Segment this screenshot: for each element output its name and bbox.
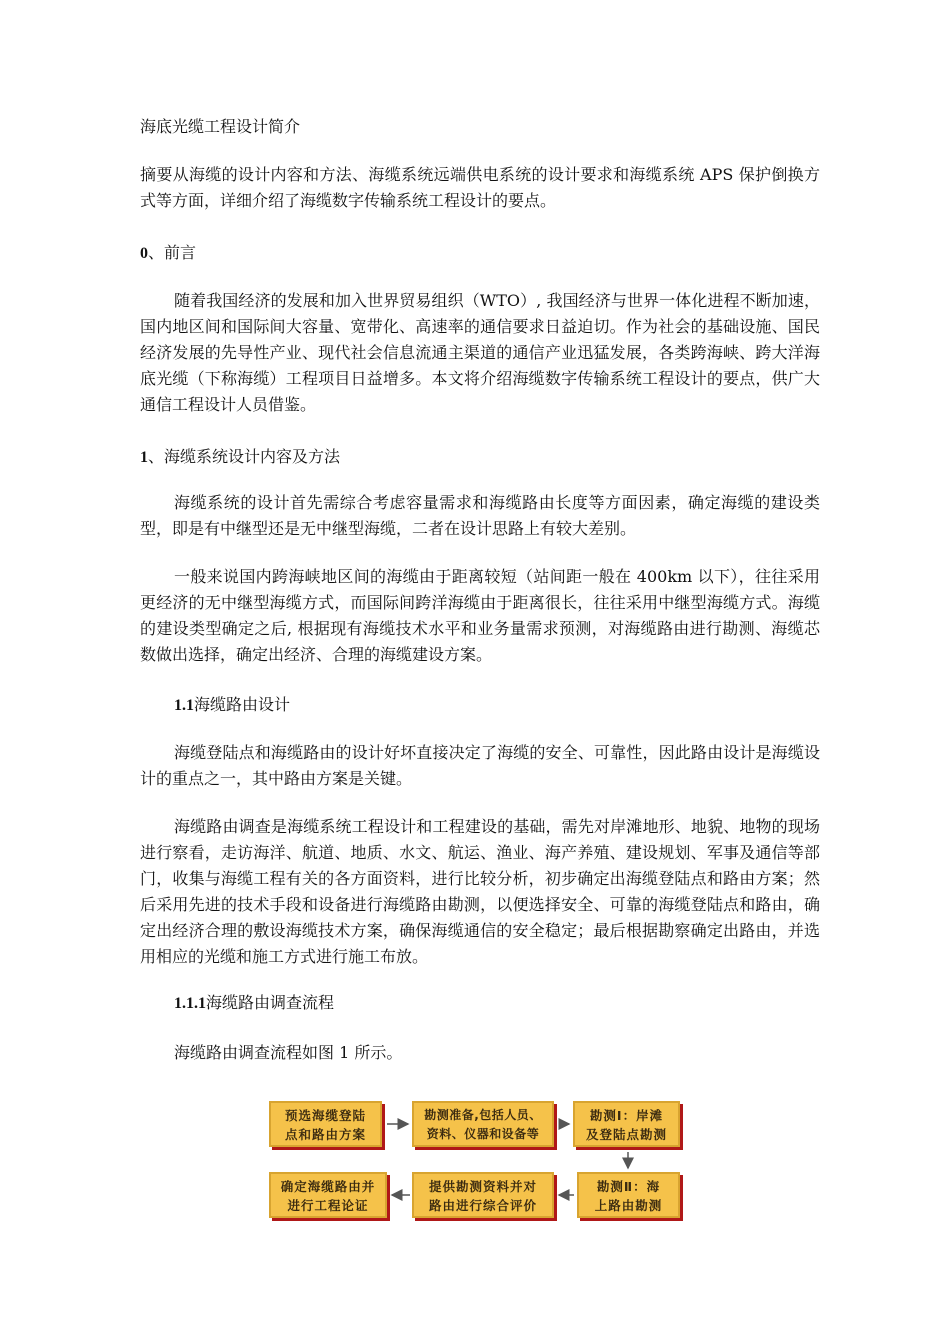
flow-box-text: 点和路由方案 — [284, 1127, 366, 1142]
flow-box-text: 勘测Ⅱ：海 — [596, 1179, 661, 1194]
flow-arrows — [266, 1096, 686, 1224]
section-heading-1 — [140, 444, 820, 471]
section-title: 海缆路由设计 — [194, 695, 291, 714]
section-number: 1 — [140, 449, 148, 466]
section-heading-1-1-1 — [174, 990, 820, 1017]
section-heading-1-1 — [174, 692, 820, 719]
section-title: 、海缆系统设计内容及方法 — [148, 447, 341, 466]
section11-paragraph-2: 海缆路由调查是海缆系统工程设计和工程建设的基础，需先对岸滩地形、地貌、地物的现场进行察看，走访海洋、航道、地质、水文、航运、渔业、海产养殖、建设规划、军事及通信等部门，收集与海缆工程有关的各方面资料，进行比较分析，初步确定出海缆登陆点和路由方案；然后采用先进的技术手段和设备进行海缆路由勘测，以便选择安全、可靠的海缆登陆点和路由，确定出经济合理的敷设海缆技术方案，确保海缆通信的安全稳定；最后根据勘察确定出路由，并选用相应的光缆和施工方式进行施工布放。 — [140, 817, 820, 966]
flow-box-text: 勘测Ⅰ：岸滩 — [589, 1108, 664, 1123]
flow-box-text: 提供勘测资料并对 — [428, 1179, 537, 1194]
section1-paragraph-2: 一般来说国内跨海峡地区间的海缆由于距离较短（站间距一般在 400km 以下），往往采用更经济的无中继型海缆方式，而国际间跨洋海缆由于距离很长，往往采用中继型海缆方式。海缆的建设类型确定之后, 根据现有海缆技术水平和业务量需求预测，对海缆路由进行勘测、海缆芯数做出选择，确定出经济、合理的海缆建设方案。 — [140, 567, 820, 664]
section-title: 海缆路由调查流程 — [206, 993, 335, 1012]
section-title: 、前言 — [148, 243, 197, 262]
section11-paragraph-1: 海缆登陆点和海缆路由的设计好坏直接决定了海缆的安全、可靠性，因此路由设计是海缆设计的重点之一，其中路由方案是关键。 — [140, 743, 820, 788]
flow-box-text: 确定海缆路由并 — [280, 1179, 376, 1194]
flow-box-text: 进行工程论证 — [287, 1198, 369, 1213]
section-number: 1.1 — [174, 697, 194, 714]
flow-box-text: 预选海缆登陆 — [284, 1108, 366, 1123]
document-title: 海底光缆工程设计简介 — [140, 117, 301, 136]
section-number: 0 — [140, 245, 148, 262]
abstract-paragraph: 摘要从海缆的设计内容和方法、海缆系统远端供电系统的设计要求和海缆系统 APS 保护倒换方式等方面，详细介绍了海缆数字传输系统工程设计的要点。 — [140, 165, 820, 210]
flow-box-text: 勘测准备,包括人员、 — [424, 1108, 542, 1122]
section-heading-0 — [140, 240, 820, 267]
survey-flowchart — [266, 1096, 686, 1224]
flow-box-text: 上路由勘测 — [594, 1198, 663, 1213]
figure-reference-text: 海缆路由调查流程如图 1 所示。 — [174, 1043, 403, 1062]
flow-box-text: 及登陆点勘测 — [585, 1127, 667, 1142]
intro-paragraph: 随着我国经济的发展和加入世界贸易组织（WTO）, 我国经济与世界一体化进程不断加速，国内地区间和国际间大容量、宽带化、高速率的通信要求日益迫切。作为社会的基础设施、国民经济发展的先导性产业、现代社会信息流通主渠道的通信产业迅猛发展，各类跨海峡、跨大洋海底光缆（下称海缆）工程项目日益增多。本文将介绍海缆数字传输系统工程设计的要点，供广大通信工程设计人员借鉴。 — [140, 291, 820, 414]
section1-paragraph-1: 海缆系统的设计首先需综合考虑容量需求和海缆路由长度等方面因素，确定海缆的建设类型，即是有中继型还是无中继型海缆，二者在设计思路上有较大差别。 — [140, 493, 820, 538]
flow-box-text: 资料、仪器和设备等 — [426, 1127, 540, 1141]
flow-box-text: 路由进行综合评价 — [428, 1198, 537, 1213]
section-number: 1.1.1 — [174, 995, 206, 1012]
